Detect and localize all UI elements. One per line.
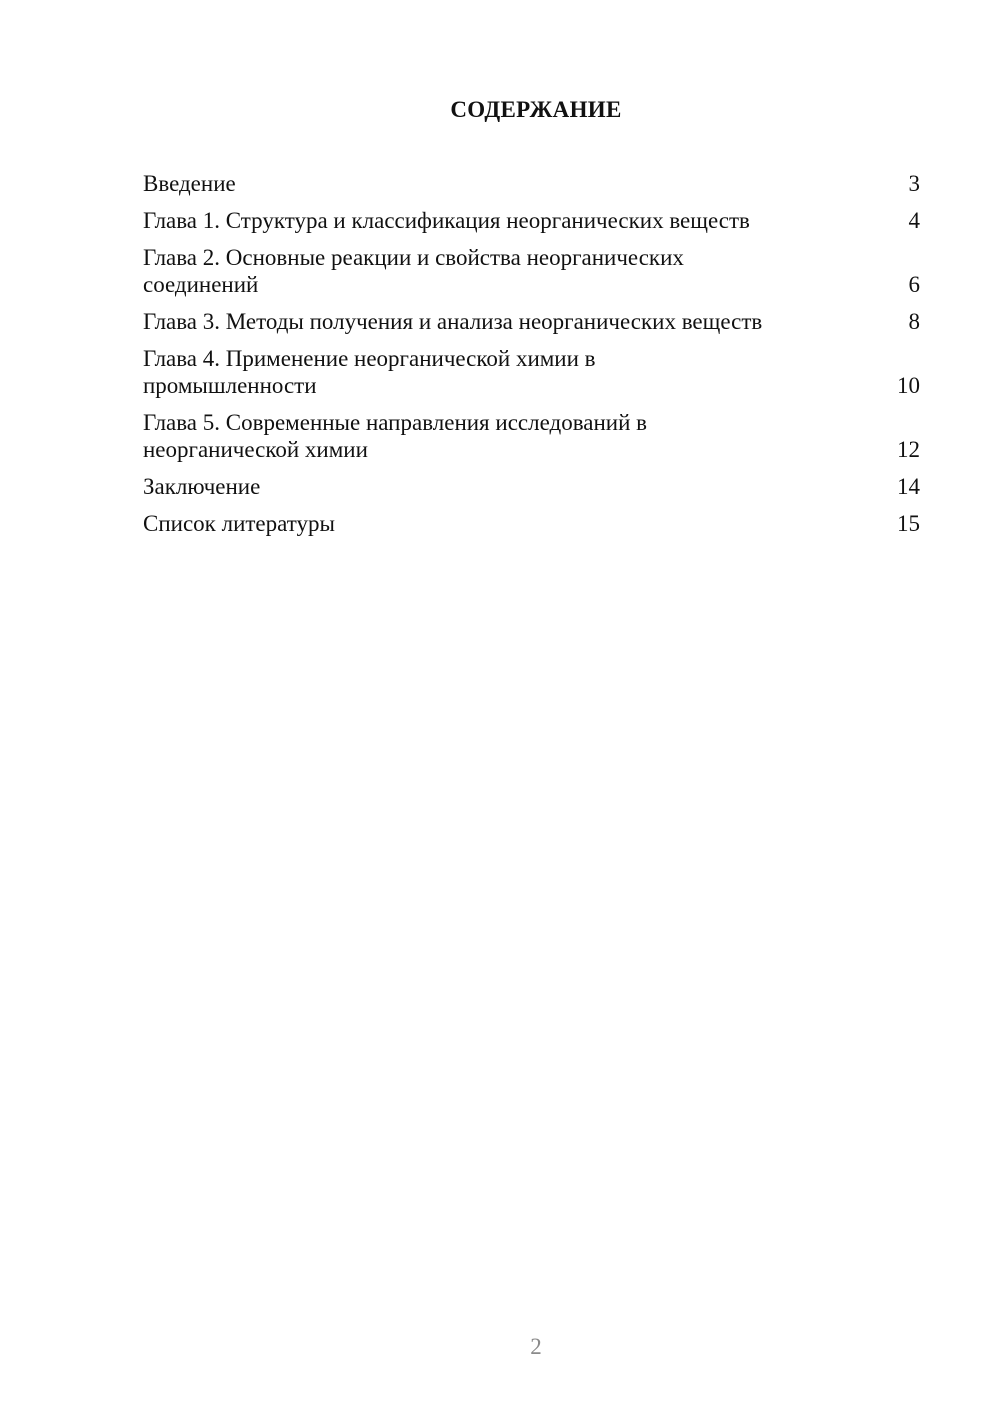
toc-entry-text: Глава 1. Структура и классификация неорганических веществ <box>143 208 750 233</box>
toc-entry-text: Введение <box>143 171 236 196</box>
toc-entry-page-number: 8 <box>908 309 920 334</box>
toc-entry-references <box>143 510 920 537</box>
toc-entry-introduction <box>143 170 920 197</box>
toc-entry-chapter-1 <box>143 207 920 234</box>
toc-entry-page-number: 15 <box>897 511 920 536</box>
toc-entry-text: Список литературы <box>143 511 335 536</box>
toc-entry-text: Глава 4. Применение неорганической химии в промышленности <box>143 346 596 398</box>
toc-entry-page-number: 3 <box>908 171 920 196</box>
toc-entry-chapter-3 <box>143 308 920 335</box>
toc-entry-chapter-4 <box>143 345 920 399</box>
toc-entry-text: Глава 3. Методы получения и анализа неорганических веществ <box>143 309 763 334</box>
toc-entry-page-number: 14 <box>897 474 920 499</box>
toc-entry-chapter-5 <box>143 409 920 463</box>
page-number: 2 <box>530 1334 542 1359</box>
toc-entry-text: Заключение <box>143 474 261 499</box>
toc-entry-chapter-2 <box>143 244 920 298</box>
toc-entry-conclusion <box>143 473 920 500</box>
toc-entry-page-number: 12 <box>897 437 920 462</box>
toc-entry-text: Глава 5. Современные направления исследований в неорганической химии <box>143 410 648 462</box>
toc-entry-page-number: 6 <box>908 272 920 297</box>
toc-entry-page-number: 4 <box>908 208 920 233</box>
toc-heading: СОДЕРЖАНИЕ <box>450 97 622 122</box>
toc-entry-page-number: 10 <box>897 373 920 398</box>
toc-entry-text: Глава 2. Основные реакции и свойства неорганических соединений <box>143 245 684 297</box>
table-of-contents <box>143 170 920 547</box>
